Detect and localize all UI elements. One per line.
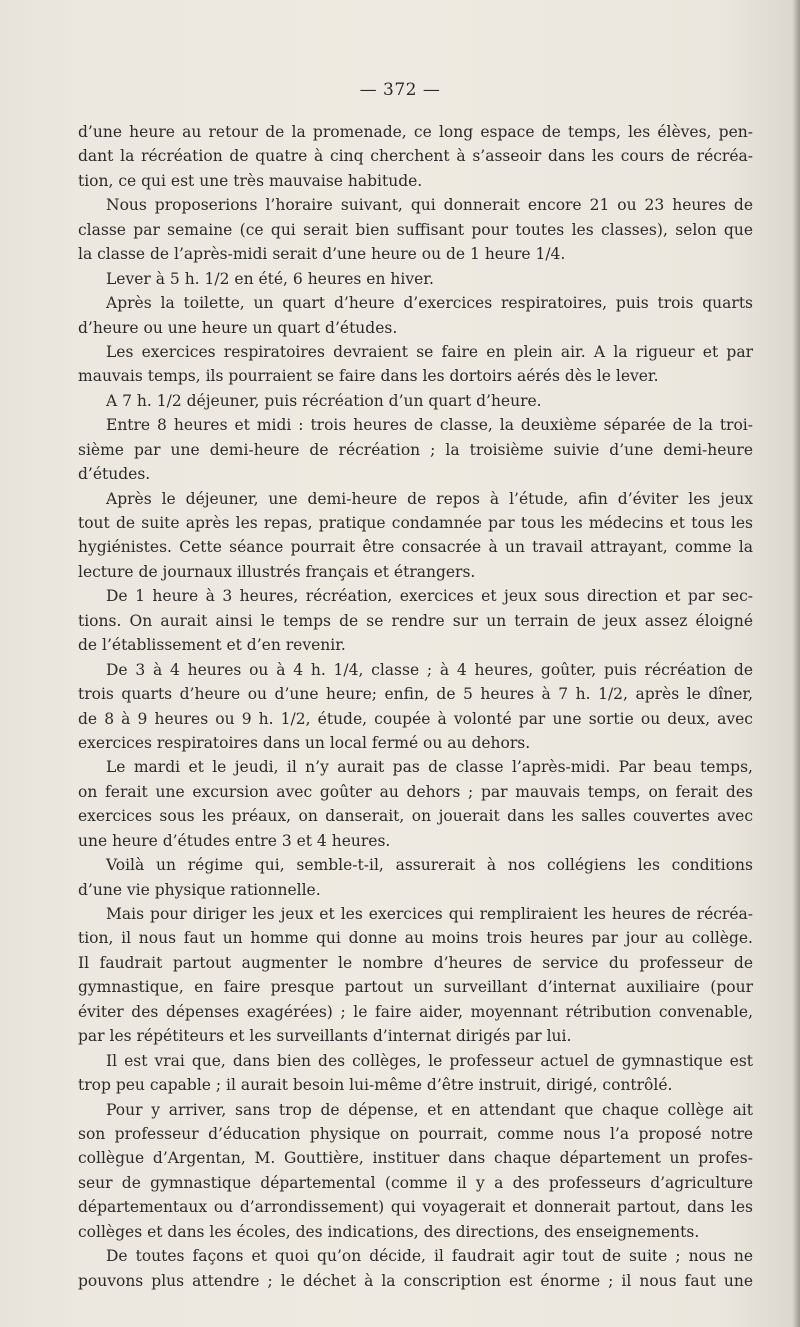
text-line: d’une heure au retour de la promenade, ce long espace de temps, les élèves, pen- [78,123,753,141]
text-line: tions. On aurait ainsi le temps de se rendre sur un terrain de jeux assez éloigné [78,611,753,630]
text-line: la classe de l’après-midi serait d’une heure ou de 1 heure 1/4. [78,245,566,264]
text-line: De 3 à 4 heures ou à 4 h. 1/4, classe ; à 4 heures, goûter, puis récréation de [106,660,753,679]
text-line: d’études. [78,465,151,484]
text-line: éviter des dépenses exagérées) ; le faire aider, moyennant rétribution convenable, [78,1002,753,1021]
text-line: Il est vrai que, dans bien des collèges, le professeur actuel de gymnastique est [106,1051,753,1070]
text-line: Nous proposerions l’horaire suivant, qui donnerait encore 21 ou 23 heures de [106,196,753,215]
text-line: d’une vie physique rationnelle. [78,880,321,899]
text-line: Entre 8 heures et midi : trois heures de classe, la deuxième séparée de la troi- [106,416,753,435]
text-line: gymnastique, en faire presque partout un surveillant d’internat auxiliaire (pour [78,978,753,997]
text-line: mauvais temps, ils pourraient se faire dans les dortoirs aérés dès le lever. [78,367,659,386]
text-line: Mais pour diriger les jeux et les exercices qui rempliraient les heures de récréa- [106,905,753,923]
text-line: De toutes façons et quoi qu’on décide, il faudrait agir tout de suite ; nous ne [106,1247,753,1266]
text-line: lecture de journaux illustrés français et étrangers. [78,562,476,581]
text-line: tion, ce qui est une très mauvaise habitude. [78,171,423,190]
text-line: Il faudrait partout augmenter le nombre d’heures de service du professeur de [78,953,753,972]
text-line: de l’établissement et d’en revenir. [78,636,346,655]
text-line: pouvons plus attendre ; le déchet à la conscription est énorme ; il nous faut une [78,1271,753,1290]
page-number: — 372 — [359,80,441,100]
text-line: de 8 à 9 heures ou 9 h. 1/2, étude, coupée à volonté par une sortie ou deux, avec [78,709,753,728]
text-line: Pour y arriver, sans trop de dépense, et en attendant que chaque collège ait [106,1100,753,1119]
text-line: collèges et dans les écoles, des indications, des directions, des enseignements. [78,1222,700,1241]
text-line: Les exercices respiratoires devraient se faire en plein air. A la rigueur et par [106,342,753,361]
text-line: Le mardi et le jeudi, il n’y aurait pas de classe l’après-midi. Par beau temps, [106,758,753,777]
text-line: par les répétiteurs et les surveillants d’internat dirigés par lui. [78,1027,572,1046]
body-text [78,120,753,1293]
text-line: sième par une demi-heure de récréation ; la troisième suivie d’une demi-heure [78,440,753,459]
text-line: exercices sous les préaux, on danserait, on jouerait dans les salles couvertes avec [78,807,753,826]
text-line: on ferait une excursion avec goûter au dehors ; par mauvais temps, on ferait des [78,782,753,801]
text-line: hygiénistes. Cette séance pourrait être consacrée à un travail attrayant, comme la [78,538,753,557]
text-line: trois quarts d’heure ou d’une heure; enfin, de 5 heures à 7 h. 1/2, après le dîner, [78,685,753,704]
text-line: son professeur d’éducation physique on pourrait, comme nous l’a proposé notre [78,1124,753,1143]
text-line: départementaux ou d’arrondissement) qui voyagerait et donnerait partout, dans les [78,1198,753,1217]
text-line: trop peu capable ; il aurait besoin lui-même d’être instruit, dirigé, contrôlé. [78,1076,673,1095]
text-line: dant la récréation de quatre à cinq cherchent à s’asseoir dans les cours de récréa- [78,147,753,166]
text-line: une heure d’études entre 3 et 4 heures. [78,831,391,850]
text-line: Voilà un régime qui, semble-t-il, assurerait à nos collégiens les conditions [106,856,753,875]
text-line: tout de suite après les repas, pratique condamnée par tous les médecins et tous les [78,514,753,532]
text-line: collègue d’Argentan, M. Gouttière, instituer dans chaque département un profes- [78,1149,753,1168]
text-line: classe par semaine (ce qui serait bien suffisant pour toutes les classes), selon que [78,220,753,239]
text-line: tion, il nous faut un homme qui donne au moins trois heures par jour au collège. [78,929,753,948]
text-line: exercices respiratoires dans un local fermé ou au dehors. [78,733,531,752]
text-line: Après le déjeuner, une demi-heure de repos à l’étude, afin d’éviter les jeux [106,489,753,508]
text-line: seur de gymnastique départemental (comme il y a des professeurs d’agriculture [78,1173,753,1192]
text-line: Après la toilette, un quart d’heure d’exercices respiratoires, puis trois quarts [106,294,753,313]
text-line: d’heure ou une heure un quart d’études. [78,318,398,337]
text-line: A 7 h. 1/2 déjeuner, puis récréation d’un quart d’heure. [106,391,542,410]
text-line: De 1 heure à 3 heures, récréation, exercices et jeux sous direction et par sec- [106,587,753,606]
text-line: Lever à 5 h. 1/2 en été, 6 heures en hiver. [106,269,434,288]
